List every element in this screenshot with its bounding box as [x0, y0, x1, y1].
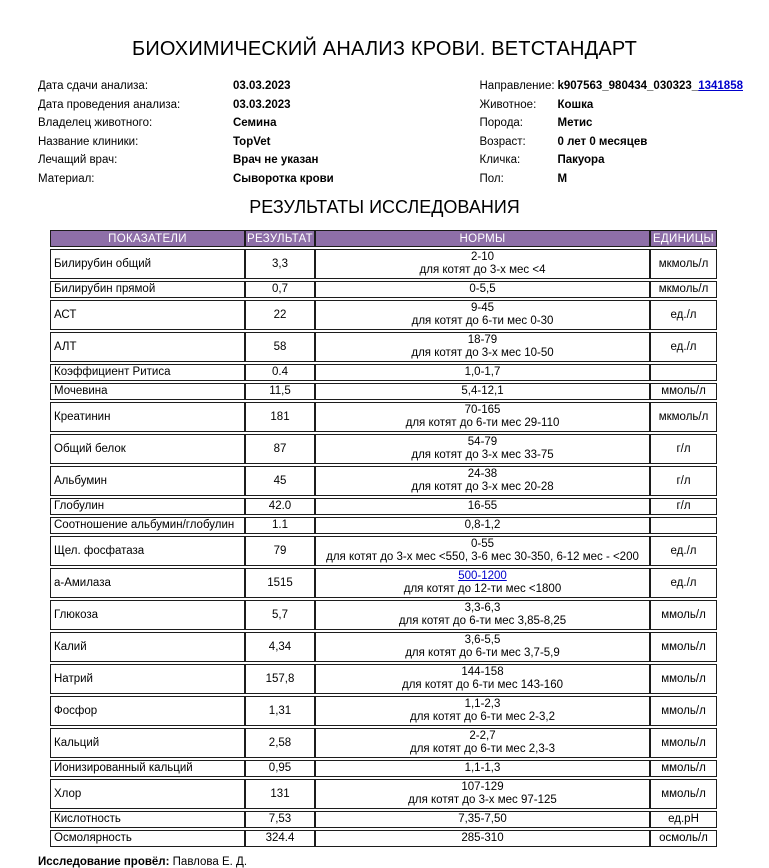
indicator-name: а-Амилаза [50, 568, 245, 598]
info-field [38, 133, 334, 152]
info-field [480, 114, 744, 133]
table-row [50, 364, 717, 381]
unit-value: ммоль/л [650, 664, 717, 694]
info-field-label: Кличка: [479, 154, 521, 166]
result-value: 324.4 [245, 830, 315, 847]
indicator-name: Глобулин [50, 498, 245, 515]
column-header-norms: НОРМЫ [315, 230, 650, 247]
referral-number-link[interactable]: 1341858 [698, 80, 743, 92]
unit-value: г/л [650, 498, 717, 515]
unit-value [650, 517, 717, 534]
norm-range: 1,0-1,7 [464, 366, 501, 378]
indicator-name: Калий [50, 632, 245, 662]
norm-cell [315, 249, 650, 279]
norm-kitten-note: для котят до 6-ти мес 0-30 [411, 315, 554, 327]
performed-by-label: Исследование провёл: [38, 856, 170, 868]
norm-kitten-note: для котят до 3-х мес <550, 3-6 мес 30-350, 6-12 мес - <200 [326, 551, 639, 563]
unit-value: г/л [650, 434, 717, 464]
result-value: 4,34 [245, 632, 315, 662]
info-field [38, 114, 334, 133]
norm-cell [315, 779, 650, 809]
unit-value: ед./л [650, 300, 717, 330]
norm-cell [315, 383, 650, 400]
indicator-name: Фосфор [50, 696, 245, 726]
norm-range: 70-165 [464, 404, 501, 416]
result-value: 1515 [245, 568, 315, 598]
norm-cell [315, 402, 650, 432]
norm-range: 2-2,7 [469, 730, 496, 742]
norm-cell [315, 568, 650, 598]
table-row [50, 728, 717, 758]
result-value: 5,7 [245, 600, 315, 630]
results-table [50, 228, 717, 849]
unit-value: мкмоль/л [650, 402, 717, 432]
result-value: 0.4 [245, 364, 315, 381]
result-value: 58 [245, 332, 315, 362]
indicator-name: Альбумин [50, 466, 245, 496]
norm-cell [315, 760, 650, 777]
unit-value: осмоль/л [650, 830, 717, 847]
info-field-label: Порода: [479, 117, 524, 129]
result-value: 45 [245, 466, 315, 496]
table-row [50, 498, 717, 515]
norm-range: 285-310 [461, 832, 504, 844]
norm-range: 7,35-7,50 [458, 813, 507, 825]
indicator-name: Креатинин [50, 402, 245, 432]
result-value: 42.0 [245, 498, 315, 515]
norm-cell [315, 830, 650, 847]
info-field [480, 77, 744, 96]
info-field-value: 0 лет 0 месяцев [557, 135, 648, 148]
info-field-label: Материал: [38, 172, 95, 185]
unit-value: ед./л [650, 536, 717, 566]
norm-kitten-note: для котят до 6-ти мес 143-160 [402, 679, 563, 691]
norm-range: 107-129 [461, 781, 504, 793]
table-row [50, 600, 717, 630]
page-title: БИОХИМИЧЕСКИЙ АНАЛИЗ КРОВИ. ВЕТСТАНДАРТ [132, 38, 637, 60]
unit-value: ед.рН [650, 811, 717, 828]
norm-cell [315, 434, 650, 464]
result-value: 87 [245, 434, 315, 464]
result-value: 1,31 [245, 696, 315, 726]
table-row [50, 402, 717, 432]
indicator-name: Билирубин общий [50, 249, 245, 279]
unit-value: ммоль/л [650, 696, 717, 726]
table-row [50, 632, 717, 662]
table-row [50, 517, 717, 534]
column-header-units: ЕДИНИЦЫ [650, 230, 717, 247]
norm-cell [315, 696, 650, 726]
norm-cell [315, 498, 650, 515]
info-field-value: Пакуора [557, 154, 605, 166]
result-value: 11,5 [245, 383, 315, 400]
info-field-value: 03.03.2023 [233, 80, 291, 92]
info-field-value: Кошка [557, 98, 594, 111]
norm-cell [315, 632, 650, 662]
info-field-value: TopVet [233, 135, 271, 148]
info-field [38, 170, 334, 189]
info-field-label: Направление: [479, 80, 555, 92]
table-row [50, 830, 717, 847]
info-field-value: Врач не указан [233, 154, 319, 166]
norm-kitten-note: для котят до 3-х мес 20-28 [411, 481, 554, 493]
result-value: 157,8 [245, 664, 315, 694]
norm-range: 16-55 [467, 500, 498, 512]
info-field-label: Пол: [479, 172, 504, 185]
report-footer [38, 856, 769, 868]
table-row [50, 281, 717, 298]
info-field-label: Дата проведения анализа: [38, 98, 181, 111]
norm-cell [315, 517, 650, 534]
unit-value: мкмоль/л [650, 281, 717, 298]
table-row [50, 466, 717, 496]
info-field [38, 151, 334, 170]
info-field-value: 03.03.2023 [233, 98, 291, 111]
norm-range: 144-158 [461, 666, 504, 678]
norm-range: 24-38 [467, 468, 498, 480]
table-row [50, 696, 717, 726]
table-row [50, 383, 717, 400]
report-page [0, 38, 769, 868]
norm-kitten-note: для котят до 12-ти мес <1800 [403, 583, 562, 595]
result-value: 3,3 [245, 249, 315, 279]
norm-kitten-note: для котят до 6-ти мес 2-3,2 [410, 711, 555, 723]
info-field [480, 170, 744, 189]
norm-kitten-note: для котят до 6-ти мес 2,3-3 [410, 743, 555, 755]
unit-value: ммоль/л [650, 383, 717, 400]
indicator-name: Кальций [50, 728, 245, 758]
indicator-name: Коэффициент Ритиса [50, 364, 245, 381]
indicator-name: Кислотность [50, 811, 245, 828]
indicator-name: Глюкоза [50, 600, 245, 630]
info-field [38, 96, 334, 115]
indicator-name: Осмолярность [50, 830, 245, 847]
norm-cell [315, 364, 650, 381]
indicator-name: Ионизированный кальций [50, 760, 245, 777]
norm-kitten-note: для котят до 6-ти мес 3,85-8,25 [398, 615, 567, 627]
info-field-label: Название клиники: [38, 135, 139, 148]
norm-range-link[interactable]: 500-1200 [458, 570, 507, 582]
unit-value: ммоль/л [650, 779, 717, 809]
result-value: 0,7 [245, 281, 315, 298]
column-header-indicators: ПОКАЗАТЕЛИ [50, 230, 245, 247]
header-info-right [480, 77, 744, 188]
result-value: 131 [245, 779, 315, 809]
unit-value: ммоль/л [650, 600, 717, 630]
info-field-value: Семина [233, 117, 277, 129]
table-row [50, 434, 717, 464]
norm-kitten-note: для котят до 3-х мес 33-75 [411, 449, 554, 461]
norm-cell [315, 536, 650, 566]
unit-value: ед./л [650, 332, 717, 362]
norm-cell [315, 664, 650, 694]
indicator-name: АСТ [50, 300, 245, 330]
norm-kitten-note: для котят до 6-ти мес 3,7-5,9 [405, 647, 560, 659]
table-row [50, 249, 717, 279]
result-value: 0,95 [245, 760, 315, 777]
indicator-name: Общий белок [50, 434, 245, 464]
info-field-label: Возраст: [479, 135, 526, 148]
info-field-label: Лечащий врач: [38, 154, 118, 166]
section-title: РЕЗУЛЬТАТЫ ИССЛЕДОВАНИЯ [249, 197, 520, 217]
unit-value: ммоль/л [650, 728, 717, 758]
norm-cell [315, 332, 650, 362]
norm-cell [315, 300, 650, 330]
info-field [480, 96, 744, 115]
norm-range: 0-5,5 [469, 283, 496, 295]
norm-range: 0-55 [470, 538, 495, 550]
norm-range: 18-79 [467, 334, 498, 346]
result-value: 22 [245, 300, 315, 330]
norm-cell [315, 466, 650, 496]
info-field [480, 151, 744, 170]
info-field-label: Дата сдачи анализа: [38, 80, 149, 92]
indicator-name: Мочевина [50, 383, 245, 400]
results-table-header-row [50, 230, 717, 247]
norm-range: 3,3-6,3 [464, 602, 501, 614]
norm-range: 1,1-1,3 [464, 762, 501, 774]
info-field-value: k907563_980434_030323_1341858 [557, 80, 743, 92]
norm-cell [315, 811, 650, 828]
table-row [50, 536, 717, 566]
performed-by-value: Павлова Е. Д. [172, 856, 248, 868]
result-value: 7,53 [245, 811, 315, 828]
indicator-name: Щел. фосфатаза [50, 536, 245, 566]
norm-kitten-note: для котят до 3-х мес <4 [419, 264, 546, 276]
table-row [50, 664, 717, 694]
table-row [50, 300, 717, 330]
norm-kitten-note: для котят до 6-ти мес 29-110 [405, 417, 560, 429]
info-field-label: Животное: [479, 98, 537, 111]
norm-kitten-note: для котят до 3-х мес 10-50 [411, 347, 554, 359]
unit-value [650, 364, 717, 381]
header-info-left [38, 77, 334, 188]
unit-value: ед./л [650, 568, 717, 598]
norm-range: 5,4-12,1 [461, 385, 504, 397]
header-info [38, 77, 743, 188]
norm-range: 2-10 [470, 251, 495, 263]
column-header-result: РЕЗУЛЬТАТ [245, 230, 315, 247]
table-row [50, 568, 717, 598]
norm-range: 3,6-5,5 [464, 634, 501, 646]
unit-value: мкмоль/л [650, 249, 717, 279]
norm-cell [315, 728, 650, 758]
unit-value: ммоль/л [650, 760, 717, 777]
norm-range: 0,8-1,2 [464, 519, 501, 531]
indicator-name: Хлор [50, 779, 245, 809]
unit-value: г/л [650, 466, 717, 496]
indicator-name: Билирубин прямой [50, 281, 245, 298]
table-row [50, 760, 717, 777]
info-field-label: Владелец животного: [38, 117, 153, 129]
table-row [50, 779, 717, 809]
result-value: 1.1 [245, 517, 315, 534]
result-value: 2,58 [245, 728, 315, 758]
info-field [480, 133, 744, 152]
norm-range: 1,1-2,3 [464, 698, 501, 710]
indicator-name: Соотношение альбумин/глобулин [50, 517, 245, 534]
unit-value: ммоль/л [650, 632, 717, 662]
norm-cell [315, 281, 650, 298]
info-field-value: М [557, 172, 568, 185]
norm-range: 54-79 [467, 436, 498, 448]
info-field-value: Метис [557, 117, 593, 129]
info-field-value: Сыворотка крови [233, 172, 334, 185]
indicator-name: Натрий [50, 664, 245, 694]
table-row [50, 811, 717, 828]
indicator-name: АЛТ [50, 332, 245, 362]
norm-kitten-note: для котят до 3-х мес 97-125 [408, 794, 557, 806]
table-row [50, 332, 717, 362]
result-value: 79 [245, 536, 315, 566]
info-field [38, 77, 334, 96]
norm-cell [315, 600, 650, 630]
norm-range: 9-45 [470, 302, 495, 314]
result-value: 181 [245, 402, 315, 432]
